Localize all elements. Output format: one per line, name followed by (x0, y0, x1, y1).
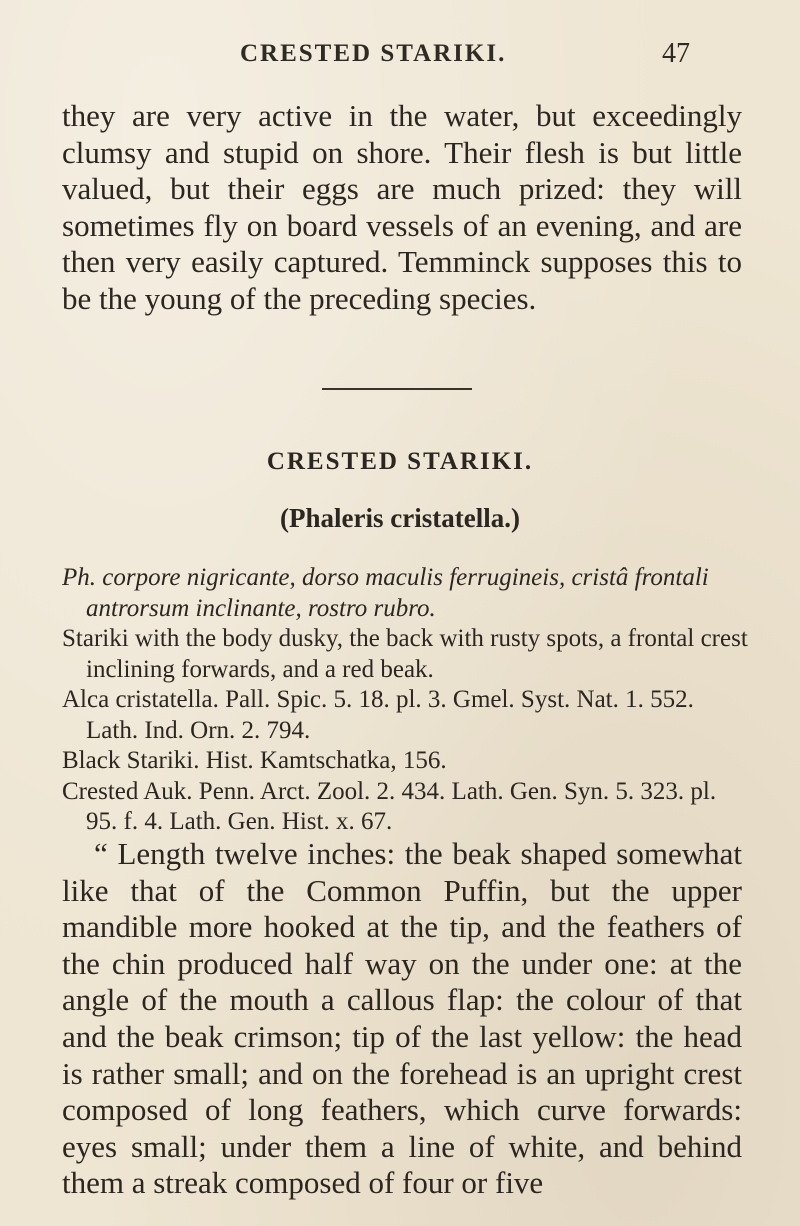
intro-block (62, 98, 742, 318)
latin-name-text: (Phaleris cristatella.) (280, 503, 520, 533)
species-latin-name (0, 503, 800, 534)
running-head (0, 40, 800, 70)
synonym-entry: Crested Auk. Penn. Arct. Zool. 2. 434. Lath. Gen. Syn. 5. 323. pl. 95. f. 4. Lath. Gen. Hist. x. 67. (62, 777, 717, 835)
synonym-entry: Stariki with the body dusky, the back with rusty spots, a frontal crest inclining forwards, and a red beak. (62, 625, 748, 683)
synonym-entry: Alca cristatella. Pall. Spic. 5. 18. pl. 3. Gmel. Syst. Nat. 1. 552. Lath. Ind. Orn. 2. 794. (62, 686, 694, 744)
synonym-entry: Ph. corpore nigricante, dorso maculis ferrugineis, cristâ frontali antrorsum inclinante, rostro rubro. (62, 564, 709, 622)
page-number: 47 (662, 38, 690, 69)
description-block (62, 836, 742, 1202)
synonym-list (62, 563, 752, 838)
synonym-entry: Black Stariki. Hist. Kamtschatka, 156. (62, 747, 447, 774)
intro-paragraph: they are very active in the water, but exceedingly clumsy and stupid on shore. Their flesh is but little valued, but their eggs are much prized: they will sometimes fly on board vessels of an evening, and are then very easily captured. Temminck supposes this to be the young of the preceding species. (62, 98, 742, 316)
description-paragraph: “ Length twelve inches: the beak shaped somewhat like that of the Common Puffin, but the upper mandible more hooked at the tip, and the feathers of the chin produced half way on the under one: at the angle of the mouth a callous flap: the colour of that and the beak crimson; tip of the last yellow: the head is rather small; and on the forehead is an upright crest composed of long feathers, which curve forwards: eyes small; under them a line of white, and behind them a streak composed of four or five (62, 836, 742, 1201)
running-title: CRESTED STARIKI. (240, 40, 507, 67)
species-heading: CRESTED STARIKI. (266, 448, 534, 475)
section-divider (322, 388, 472, 390)
